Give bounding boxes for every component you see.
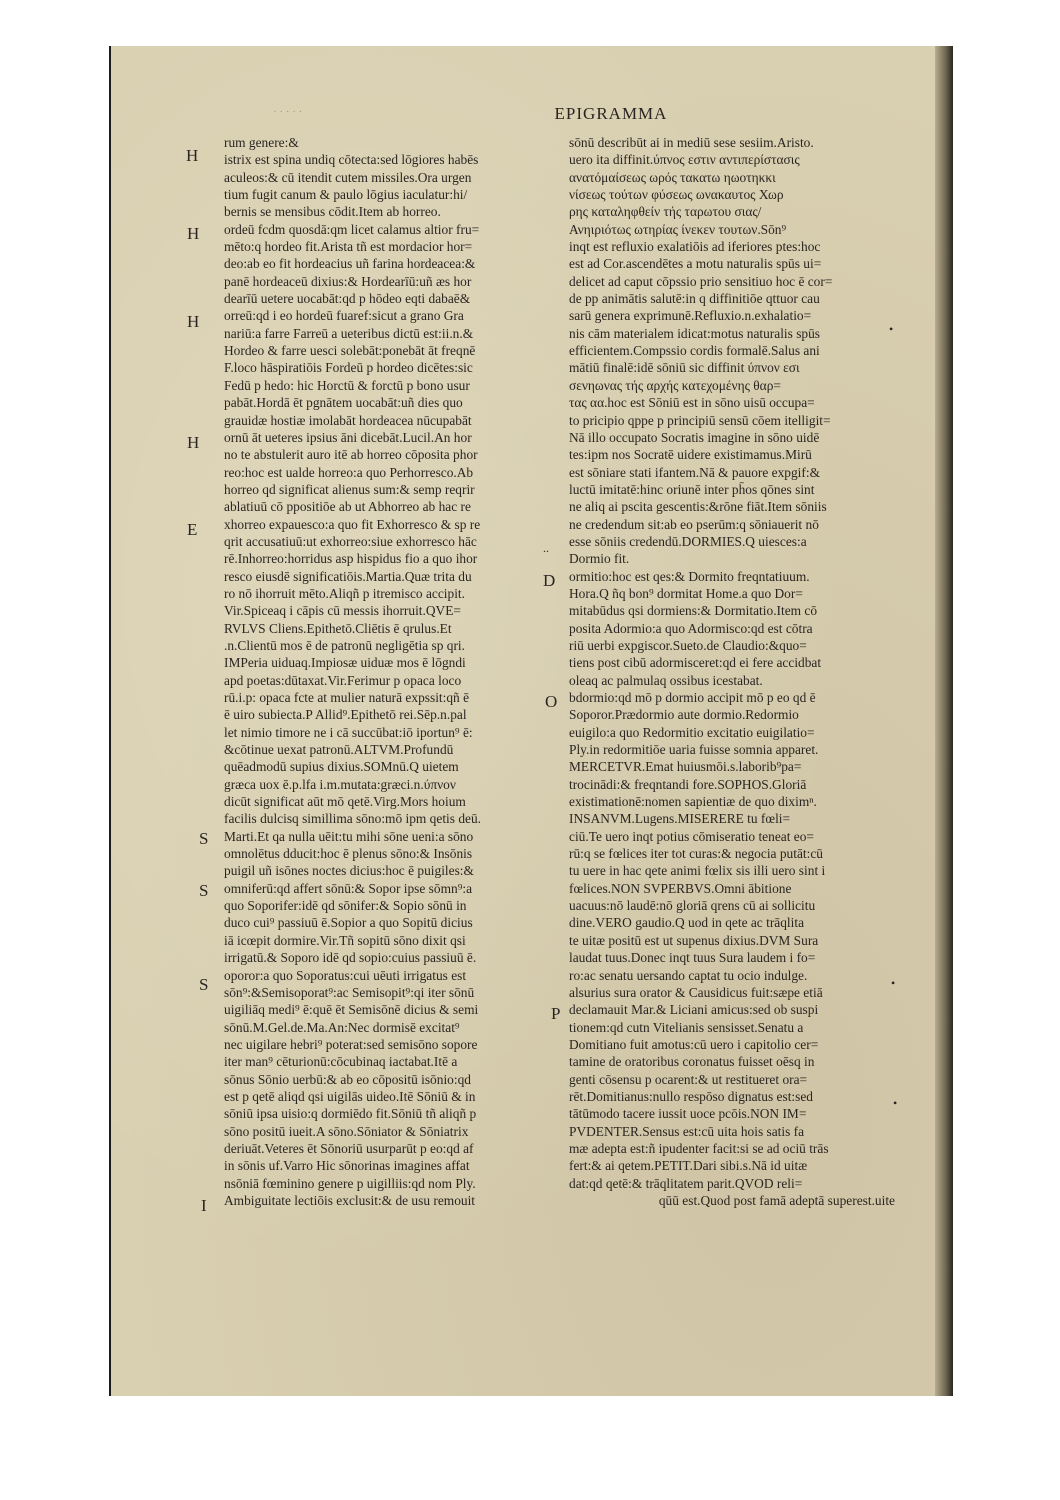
text-line: mēto:q hordeo fit.Arista tñ est mordacior hor= [224, 239, 473, 255]
text-line: efficientem.Compssio cordis formalē.Salus ani [569, 343, 820, 359]
text-line: nec uigilare hebri⁹ poterat:sed semisōno sopore [224, 1036, 478, 1052]
text-line: nariū:a farre Farreū a ueteribus dictū est:ii.n.& [224, 325, 474, 341]
text-line: Nā illo occupato Socratis imagine in sōno uidē [569, 429, 820, 445]
text-line: ornū āt ueteres ipsius āni dicebāt.Lucil.An hor [224, 429, 472, 445]
running-head: EPIGRAMMA [554, 104, 668, 123]
text-line: MERCETVR.Emat huiusmōi.s.laborib⁹pa= [569, 759, 802, 775]
text-line: irrigatū.& Soporo idē qd sopio:cuius passiuū ē. [224, 950, 477, 966]
text-line: sōn⁹:&Semisoporat⁹:ac Semisopit⁹:qi iter sōnū [224, 984, 475, 1000]
text-line: bdormio:qd mō p dormio accipit mō p eo qd ē [569, 690, 816, 705]
text-line: deriuāt.Veteres ēt Sōnoriū usurparūt p eo:qd af [224, 1140, 474, 1156]
text-line: græca uox ē.p.lfa i.m.mutata:græci.n.ύπνον [224, 776, 456, 792]
text-line: tium fugit canum & paulo lōgius iaculatur:hi/ [224, 187, 468, 203]
initial-letter: H [186, 146, 199, 165]
text-line: rum genere:& [224, 135, 299, 150]
text-line: sōnus Sōnio uerbū:& ab eo cōpositū isōnio:qd [224, 1071, 471, 1087]
text-line: rū.i.p: opaca fcte at mulier naturā expssit:qñ ē [224, 690, 470, 705]
text-line: ne credendum sit:ab eo pserūm:q sōniauerit nō [569, 516, 819, 532]
text-line: omniferū:qd affert sōnū:& Sopor ipse sōmn⁹:a [224, 880, 473, 896]
text-line: dicūt significat aūt mō qetē.Virg.Mors hoium [224, 794, 466, 810]
text-line: ανατόμαίσεως ωρός τακατω ηωοτηκκι [569, 169, 776, 185]
text-line: tamine de oratoribus coronatus fuisset oēsq in [569, 1054, 815, 1070]
text-line: Marti.Et qa nulla uēit:tu mihi sōne ueni:a sōno [224, 828, 474, 844]
text-line: istrix est spina undiq cōtecta:sed lōgiores habēs [224, 152, 479, 168]
text-line: in sōnis uf.Varro Hic sōnorinas imagines affat [224, 1158, 470, 1174]
text-line: omnolētus dducit:hoc ē plenus sōno:& Insōnis [224, 846, 473, 862]
text-line: tu uere in hac qete animi fœlix sis illi uero sint i [569, 863, 826, 879]
text-line: ormitio:hoc est qes:& Dormito freqntatiuum. [569, 568, 810, 584]
text-line: ne aliq ai pscita gescentis:&rōne fiāt.Item sōniis [569, 499, 827, 515]
text-line: Soporor.Prædormio aute dormio.Redormio [569, 707, 799, 723]
text-line: Ambiguitate lectiōis exclusit:& de usu remouit [224, 1192, 476, 1208]
initial-letter: D [543, 571, 556, 590]
text-line: nis cām materialem idicat:motus naturalis spūs [569, 325, 821, 341]
text-line: Dormio fit. [569, 551, 630, 567]
text-line: Domitiano fuit amotus:cū uero i capitolio cer= [569, 1036, 819, 1052]
initial-letter: H [187, 433, 200, 452]
text-line: grauidæ hostiæ imolabāt hordeacea nūcupabāt [224, 412, 472, 428]
text-line: sōnū.M.Gel.de.Ma.An:Nec dormisē excitat⁹ [224, 1019, 460, 1035]
text-line: tātūmodo tacere iussit uoce pcōis.NON IM= [569, 1106, 807, 1122]
text-line: quo Soporifer:idē qd sōnifer:& Sopio sōnū in [224, 898, 467, 914]
text-line: ablatiuū cō ppositiōe ab ut Abhorreo ab hac re [224, 499, 471, 515]
text-line: euigilo:a quo Redormitio excitatio euigilatio= [569, 724, 815, 740]
text-line: deo:ab eo fit hordeacius uñ farina hordeacea:& [224, 256, 476, 272]
marginal-mark: • [889, 322, 894, 336]
text-line: Hordeo & farre uesci solebāt:ponebāt āt freqnē [224, 343, 476, 359]
text-line: .n.Clientū mos ē de patronū negligētia sp qri. [224, 637, 465, 653]
text-line: alsurius sura orator & Causidicus fuit:sæpe etiā [569, 984, 823, 1000]
text-line: genti cōsensu p ocarent:& ut restitueret ora= [569, 1071, 808, 1087]
text-line: let nimio timore ne i cā succūbat:iō iportun⁹ ē: [224, 724, 473, 740]
text-line: orreū:qd i eo hordeū fuaref:sicut a grano Gra [224, 308, 464, 324]
text-line: est p qetē aliqd qsi uigilās uideo.Itē Sōniū & in [224, 1088, 476, 1104]
text-line: Ανηιριότως ωτηρίας ίνεκεν τουτων.Sōn⁹ [569, 221, 787, 237]
text-line: τας αα.hoc est Sōniū est in sōno uisū occupa= [569, 395, 815, 411]
marginal-mark: • [891, 976, 896, 990]
text-line: oporor:a quo Soporatus:cui uēuti irrigatus est [224, 967, 467, 983]
text-line: de pp animātis salutē:in q diffinitiōe qttuor cau [569, 291, 820, 307]
text-line: luctū imitatē:hinc oriunē inter ph̄os qōnes sint [569, 481, 815, 497]
text-line: dearīū uetere uocabāt:qd p hōdeo eqti dabaē& [224, 291, 471, 307]
text-line: reo:hoc est ualde horreo:a quo Perhorresco.Ab [224, 464, 474, 480]
initial-letter: S [199, 881, 209, 900]
initial-letter: P [551, 1004, 561, 1023]
text-line: IMPeria uiduaq.Impiosæ uiduæ mos ē lōgndi [224, 655, 466, 671]
initial-letter: H [187, 224, 200, 243]
text-line: rēt.Domitianus:nullo respōso dignatus est:sed [569, 1088, 813, 1104]
left-text-column [224, 134, 544, 1209]
text-line: iter man⁹ cēturionū:cōcubinaq iactabat.Itē a [224, 1054, 458, 1070]
marginal-mark: .. [543, 541, 549, 555]
text-line: quēadmodū supius dixius.SOMnū.Q uietem [224, 759, 459, 775]
catchword: qūū est.Quod post famā adeptā superest.uite [658, 1192, 895, 1208]
text-line: fert:& ai qetem.PETIT.Dari sibi.s.Nā id uitæ [569, 1158, 808, 1174]
text-line: est ad Cor.ascendētes a motu naturalis spūs ui= [569, 256, 822, 272]
text-line: inqt est refluxio exalatiōis ad iferiores ptes:hoc [569, 239, 821, 255]
text-line: tionem:qd cutn Vitelianis sensisset.Senatu a [569, 1019, 804, 1035]
text-line: rē.Inhorreo:horridus asp hispidus fio a quo ihor [224, 551, 478, 567]
text-line: nsōniā fœminino genere p uigilliis:qd nom Ply. [224, 1175, 476, 1191]
text-line: declamauit Mar.& Liciani amicus:sed ob suspi [569, 1002, 819, 1018]
initial-letter: E [187, 520, 198, 539]
text-line: delicet ad caput cōpssio prio sensitiuo hoc ē cor= [569, 273, 833, 289]
text-line: posita Adormio:a quo Adormisco:qd est cōtra [569, 620, 813, 636]
text-line: dat:qd qetē:& trāqlitatem parit.QVOD reli= [569, 1175, 803, 1191]
text-line: &cōtinue uexat patronū.ALTVM.Profundū [224, 742, 454, 758]
page-edge-shadow [935, 46, 953, 1396]
text-line: apd poetas:dūtaxat.Vir.Ferimur p opaca loco [224, 672, 462, 688]
text-line: resco eiusdē significatiōis.Martia.Quæ trita du [224, 568, 472, 584]
text-line: uero ita diffinit.ύπνος εστιν αντιπερίστασις [569, 152, 800, 168]
text-line: mæ adepta est:ñ ipudenter facit:si se ad ociū trās [569, 1140, 829, 1156]
bleed-through-mark: · · · · · [273, 106, 303, 118]
initial-letter: S [199, 975, 209, 994]
text-line: mātiū finalē:idē sōniū sic diffinit ύπνον εσι [569, 360, 800, 376]
marginal-mark: • [893, 1096, 898, 1110]
text-line: tiens post cibū adormisceret:qd ei fere accidbat [569, 655, 822, 671]
text-line: ro:ac senatu uersando captat tu ocio indulge. [569, 967, 808, 983]
text-line: panē hordeaceū dixius:& Hordearīū:uñ æs hor [224, 273, 472, 289]
text-line: ro nō ihorruit mēto.Aliqñ p itremisco accipit. [224, 585, 465, 601]
text-line: PVDENTER.Sensus est:cū uita hois satis fa [569, 1123, 805, 1139]
text-line: sōniū ipsa uisio:q dormiēdo fit.Sōniū tñ aliqñ p [224, 1106, 477, 1122]
initial-letter: O [545, 692, 558, 711]
text-line: duco cui⁹ passiuū ē.Sopior a quo Sopitū dicius [224, 915, 473, 931]
text-line: ē uiro subiecta.P Allid⁹.Epithetō rei.Sēp.n.pal [224, 707, 467, 723]
text-line: xhorreo expauesco:a quo fit Exhorresco & sp re [224, 516, 481, 532]
text-line: pabāt.Hordā ēt pgnātem uocabāt:uñ dies quo [224, 395, 463, 411]
text-line: qrit accusatiuū:ut exhorreo:siue exhorresco hāc [224, 533, 477, 549]
initial-letter: H [187, 312, 200, 331]
text-line: fœlices.NON SVPERBVS.Omni ābitione [569, 880, 792, 896]
text-line: rū:q se fœlices iter tot curas:& negocia putāt:cū [569, 846, 823, 862]
text-line: to pricipio qppe p principiū sensū cōem itelligit= [569, 412, 831, 428]
text-line: sōno positū iueit.A sōno.Sōniator & Sōniatrix [224, 1123, 469, 1139]
text-line: aculeos:& cū itendit cutem missiles.Ora urgen [224, 169, 472, 185]
initial-letter: I [201, 1196, 207, 1215]
scanned-page-frame [109, 46, 953, 1396]
text-line: ρης καταληφθείν τής ταρωτου σιας/ [569, 204, 762, 220]
text-line: iā icœpit dormire.Vir.Tñ sopitū sōno dixit qsi [224, 932, 466, 948]
text-line: est sōniare stati ifantem.Nā & pauore expgif:& [569, 464, 820, 480]
text-line: Fedū p hedo: hic Horctū & forctū p bono usur [224, 377, 470, 393]
text-line: puigil uñ isōnes noctes dicius:hoc ē puigiles:& [224, 863, 474, 879]
text-line: sarū genera exprimunē.Refluxio.n.exhalatio= [569, 308, 812, 324]
initial-letter: S [199, 829, 209, 848]
text-line: esse sōniis credendū.DORMIES.Q uiesces:a [569, 533, 807, 549]
text-line: mitabūdus qsi dormiens:& Dormitatio.Item cō [569, 603, 818, 619]
text-line: Ply.in redormitiōe uaria fuisse somnia apparet. [569, 742, 819, 758]
parchment-page [111, 46, 935, 1396]
text-line: riū uerbi expgiscor.Sueto.de Claudio:&quo= [569, 637, 807, 653]
text-line: tes:ipm nos Socratē uidere existimamus.Mirū [569, 447, 812, 463]
text-line: ordeū fcdm quosdā:qm licet calamus altior fru= [224, 221, 480, 237]
text-line: te uitæ positū est ut supenus dixius.DVM Sura [569, 932, 819, 948]
text-line: laudat tuus.Donec inqt tuus Sura laudem i fo= [569, 950, 816, 966]
text-line: σενηωνας τής αρχής κατεχομένης θαρ= [569, 377, 781, 393]
text-line: F.loco hāspiratiōis Fordeū p hordeo dicētes:sic [224, 360, 473, 376]
text-line: ciū.Te uero inqt potius cōmiseratio teneat eo= [569, 828, 814, 844]
text-line: dine.VERO gaudio.Q uod in qete ac trāqlita [569, 915, 805, 931]
text-line: bernis se mensibus cōdit.Item ab horreo. [224, 204, 441, 220]
text-line: uigiliāq medi⁹ ē:quē ēt Semisōnē dicius & semi [224, 1002, 479, 1018]
text-line: no te abstulerit auro itē ab horreo cōposita phor [224, 447, 478, 463]
text-line: Vir.Spiceaq i cāpis cū messis ihorruit.QVE= [224, 603, 461, 619]
text-line: horreo qd significat alienus sum:& semp reqrir [224, 481, 475, 497]
text-line: INSANVM.Lugens.MISERERE tu fœli= [569, 811, 791, 827]
text-line: Hora.Q ñq bon⁹ dormitat Home.a quo Dor= [569, 585, 803, 601]
text-line: oleaq ac palmulaq ossibus icestabat. [569, 672, 763, 688]
text-line: facilis dulcisq simillima sōno:mō ipm qetis deū. [224, 811, 482, 827]
text-line: existimationē:nomen sapientiæ de quo diximⁿ. [569, 794, 817, 810]
text-line: RVLVS Cliens.Epithetō.Cliētis ē qrulus.Et [224, 620, 452, 636]
text-line: trocinādi:& freqntandi fore.SOPHOS.Gloriā [569, 776, 807, 792]
right-text-column [569, 134, 899, 1209]
text-line: sōnū describūt ai in mediū sese sesiim.Aristo. [569, 135, 814, 150]
text-line: uacuus:nō laudē:nō gloriā qrens cū ai sollicitu [569, 898, 816, 914]
text-line: νίσεως τούτων φύσεως ωνακαυτος Χωρ [569, 187, 784, 203]
